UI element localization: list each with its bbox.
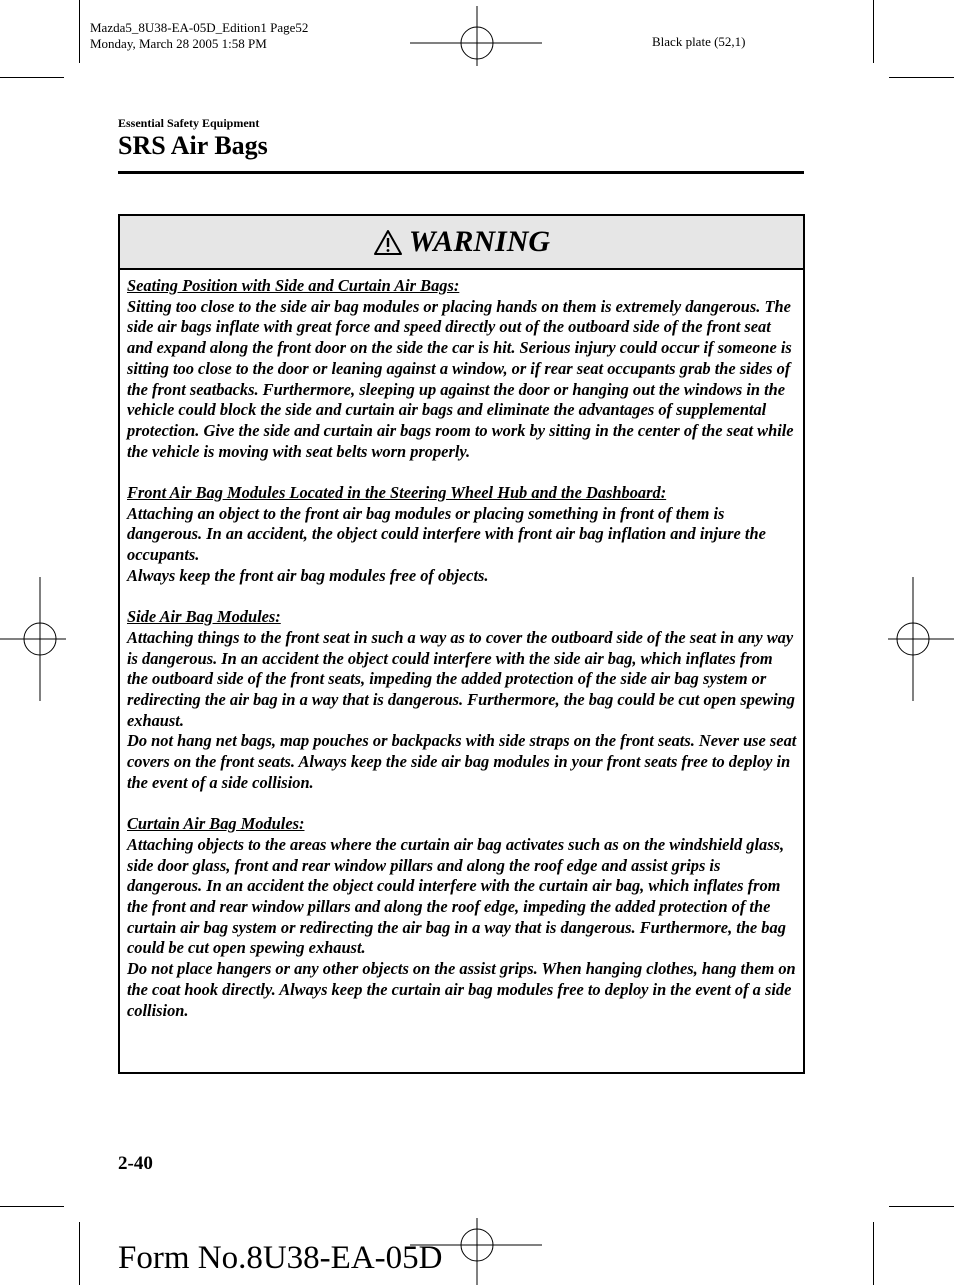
warning-paragraph-curtain (127, 814, 797, 1021)
paragraph-text: Do not hang net bags, map pouches or backpacks with side straps on the front seats. Never use seat covers on the front seats. Always keep the side air bag modules in your front seats free to deploy in the event of a side collision. (127, 731, 797, 792)
page-title: SRS Air Bags (118, 131, 268, 160)
paragraph-heading: Side Air Bag Modules: (127, 607, 281, 627)
warning-body (120, 270, 803, 1021)
title-rule (118, 171, 804, 174)
print-header-file: Mazda5_8U38-EA-05D_Edition1 Page52 (90, 20, 309, 35)
form-number: Form No.8U38-EA-05D (118, 1240, 443, 1276)
paragraph-text: Always keep the front air bag modules free of objects. (127, 565, 489, 585)
warning-header (120, 216, 803, 270)
paragraph-heading: Seating Position with Side and Curtain Air Bags: (127, 276, 460, 295)
page-number: 2-40 (118, 1153, 153, 1174)
warning-paragraph-front (127, 483, 797, 587)
warning-box (118, 214, 805, 1074)
paragraph-heading: Front Air Bag Modules Located in the Steering Wheel Hub and the Dashboard: (127, 483, 667, 503)
paragraph-heading: Curtain Air Bag Modules: (127, 814, 305, 834)
paragraph-text: Attaching objects to the areas where the curtain air bag activates such as on the windshield glass, side door glass, front and rear window pillars and along the roof edge and assist grips is dangerous. In an accident the object could interfere with the curtain air bag, which inflates from the front and rear window pillars and along the roof edge, impeding the added protection of the curtain air bag system or redirecting the air bag in a way that is dangerous. Furthermore, the bag could be cut open spewing exhaust. (127, 834, 786, 958)
registration-mark-right (888, 577, 954, 701)
warning-paragraph-seating (127, 276, 797, 462)
registration-mark-left (0, 577, 66, 701)
section-label: Essential Safety Equipment (118, 116, 260, 130)
print-header (90, 20, 308, 52)
registration-mark-top (410, 6, 542, 66)
paragraph-text: Sitting too close to the side air bag modules or placing hands on them is extremely dangerous. The side air bags inflate with great force and speed directly out of the outboard side of the front seat and expand along the front door on the side the car is hit. Serious injury could occur if someone is sitting too close to the door or leaning against a window, or if rear seat occupants grab the sides of the front seatbacks. Furthermore, sleeping up against the door or hanging out the windows in the vehicle could block the side and curtain air bags and eliminate the advantages of supplemental protection. Give the side and curtain air bags room to work by sitting in the center of the seat while the vehicle is moving with seat belts worn properly. (127, 296, 794, 461)
warning-paragraph-side (127, 607, 797, 793)
print-header-date: Monday, March 28 2005 1:58 PM (90, 36, 267, 51)
paragraph-text: Attaching an object to the front air bag modules or placing something in front of them is dangerous. In an accident, the object could interfere with front air bag inflation and injure the occupants. (127, 503, 766, 565)
warning-title: WARNING (408, 225, 551, 258)
paragraph-text: Attaching things to the front seat in such a way as to cover the outboard side of the seat in any way is dangerous. In an accident the object could interfere with the side air bag, which inflates from the outboard side of the front seats, impeding the added protection of the side air bag system or redirecting the air bag in a way that is dangerous. Furthermore, the bag could be cut open spewing exhaust. (127, 627, 795, 730)
plate-label: Black plate (52,1) (652, 34, 746, 49)
paragraph-text: Do not place hangers or any other objects on the assist grips. When hanging clothes, hang them on the coat hook directly. Always keep the curtain air bag modules free to deploy in the event of a side collision. (127, 959, 796, 1020)
warning-triangle-icon (373, 229, 403, 256)
